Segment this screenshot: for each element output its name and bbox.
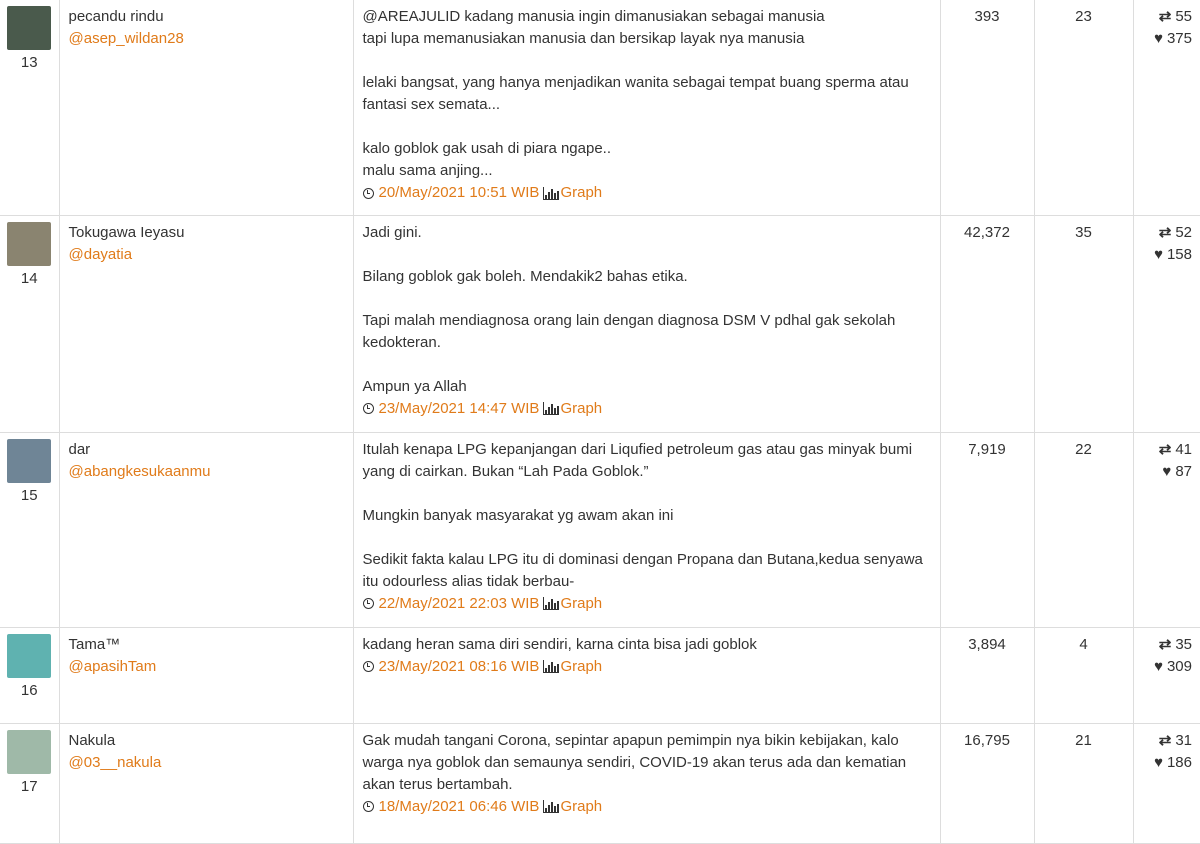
retweet-stat	[1134, 634, 1193, 656]
graph-link[interactable]: Graph	[560, 797, 603, 815]
graph-link[interactable]: Graph	[560, 399, 603, 417]
rank-number: 14	[20, 269, 38, 287]
followers-count: 42,372	[964, 223, 1010, 241]
heart-icon: ♥	[1154, 30, 1163, 47]
like-count: 186	[1166, 753, 1192, 771]
tweet-text: Jadi gini. Bilang goblok gak boleh. Mendakik2 bahas etika. Tapi malah mendiagnosa orang lain dengan diagnosa DSM V pdhal gak sekolah kedokteran. Ampun ya Allah	[362, 223, 896, 395]
user-cell	[59, 215, 353, 432]
bar-chart-icon	[543, 660, 559, 673]
retweet-stat	[1134, 222, 1193, 244]
like-count: 375	[1166, 30, 1192, 47]
avatar[interactable]	[7, 634, 51, 678]
heart-icon: ♥	[1154, 657, 1163, 675]
user-display-name: pecandu rindu	[68, 8, 164, 25]
tweet-text: Gak mudah tangani Corona, sepintar apapun pemimpin nya bikin kebijakan, kalo warga nya goblok dan semaunya sendiri, COVID-19 akan terus ada dan kematian akan terus bertambah.	[362, 731, 911, 793]
clock-icon	[363, 403, 374, 414]
rank-cell	[0, 432, 59, 627]
retweet-count: 35	[1175, 635, 1192, 653]
table-row	[0, 0, 1200, 215]
retweet-count: 31	[1175, 731, 1192, 749]
replies-cell	[1034, 723, 1133, 843]
clock-icon	[363, 661, 374, 672]
replies-count: 35	[1075, 223, 1092, 241]
followers-cell	[940, 215, 1034, 432]
replies-cell	[1034, 0, 1133, 215]
user-cell	[59, 0, 353, 215]
like-stat	[1134, 244, 1193, 266]
tweet-meta	[363, 656, 931, 678]
user-display-name: dar	[68, 440, 91, 458]
followers-count: 7,919	[968, 440, 1006, 458]
replies-count: 23	[1075, 8, 1092, 25]
followers-count: 393	[974, 8, 1000, 25]
followers-count: 16,795	[964, 731, 1010, 749]
user-display-name: Tama™	[68, 635, 121, 653]
retweet-count: 55	[1175, 8, 1192, 25]
like-count: 309	[1166, 657, 1192, 675]
followers-cell	[940, 723, 1034, 843]
like-count: 87	[1175, 462, 1192, 480]
graph-link[interactable]: Graph	[560, 657, 603, 675]
user-cell	[59, 432, 353, 627]
like-stat	[1134, 752, 1193, 774]
retweet-icon: ⇄	[1158, 223, 1172, 241]
tweet-date-link[interactable]: 23/May/2021 14:47 WIB	[378, 399, 540, 417]
tweet-text: @AREAJULID kadang manusia ingin dimanusiakan sebagai manusia tapi lupa memanusiakan manusia dan bersikap layak nya manusia lelaki bangsat, yang hanya menjadikan wanita sebagai tempat buang sperma atau fantasi sex semata... kalo goblok gak usah di piara ngape.. malu sama anjing...	[362, 8, 909, 179]
tweet-cell	[353, 215, 940, 432]
like-count: 158	[1166, 245, 1192, 263]
graph-link[interactable]: Graph	[560, 594, 603, 612]
tweet-cell	[353, 0, 940, 215]
tweet-meta	[363, 593, 931, 615]
tweet-cell	[353, 627, 940, 723]
retweet-icon: ⇄	[1158, 8, 1172, 25]
rank-number: 17	[20, 777, 38, 795]
tweet-cell	[353, 723, 940, 843]
tweet-meta	[363, 398, 931, 420]
tweet-meta	[363, 796, 931, 818]
avatar[interactable]	[7, 222, 51, 266]
tweet-date-link[interactable]: 18/May/2021 06:46 WIB	[378, 797, 540, 815]
rank-cell	[0, 215, 59, 432]
engagement-cell	[1133, 215, 1200, 432]
user-handle-link[interactable]: @asep_wildan28	[68, 30, 184, 47]
followers-count: 3,894	[968, 635, 1006, 653]
tweet-cell	[353, 432, 940, 627]
like-stat	[1134, 656, 1193, 678]
replies-cell	[1034, 627, 1133, 723]
engagement-cell	[1133, 723, 1200, 843]
rank-number: 13	[20, 54, 38, 71]
table-row	[0, 432, 1200, 627]
clock-icon	[363, 598, 374, 609]
rank-cell	[0, 723, 59, 843]
avatar[interactable]	[7, 439, 51, 483]
heart-icon: ♥	[1162, 462, 1172, 480]
graph-link[interactable]: Graph	[560, 184, 603, 201]
replies-count: 21	[1075, 731, 1092, 749]
clock-icon	[363, 801, 374, 812]
tweet-date-link[interactable]: 22/May/2021 22:03 WIB	[378, 594, 540, 612]
heart-icon: ♥	[1154, 245, 1163, 263]
user-handle-link[interactable]: @03__nakula	[68, 753, 162, 771]
engagement-cell	[1133, 432, 1200, 627]
tweet-text: kadang heran sama diri sendiri, karna cinta bisa jadi goblok	[362, 635, 757, 653]
rank-cell	[0, 0, 59, 215]
retweet-stat	[1134, 439, 1193, 461]
like-stat	[1134, 461, 1193, 483]
retweet-icon: ⇄	[1158, 635, 1172, 653]
table-row	[0, 723, 1200, 843]
engagement-cell	[1133, 0, 1200, 215]
followers-cell	[940, 0, 1034, 215]
replies-cell	[1034, 432, 1133, 627]
engagement-cell	[1133, 627, 1200, 723]
followers-cell	[940, 627, 1034, 723]
retweet-stat	[1134, 6, 1193, 28]
rank-cell	[0, 627, 59, 723]
heart-icon: ♥	[1154, 753, 1163, 771]
user-handle-link[interactable]: @dayatia	[68, 245, 133, 263]
retweet-icon: ⇄	[1158, 731, 1172, 749]
retweet-icon: ⇄	[1158, 440, 1172, 458]
user-display-name: Tokugawa Ieyasu	[68, 223, 185, 241]
replies-count: 4	[1079, 635, 1088, 653]
user-handle-link[interactable]: @abangkesukaanmu	[68, 462, 211, 480]
tweet-text: Itulah kenapa LPG kepanjangan dari Liqufied petroleum gas atau gas minyak bumi yang di cairkan. Bukan “Lah Pada Goblok.” Mungkin banyak masyarakat yg awam akan ini Sedikit fakta kalau LPG itu di dominasi dengan Propana dan Butana,kedua senyawa itu odourless alias tidak berbau-	[362, 440, 923, 590]
retweet-count: 41	[1175, 440, 1192, 458]
user-cell	[59, 723, 353, 843]
rank-number: 16	[20, 681, 38, 699]
replies-cell	[1034, 215, 1133, 432]
table-row	[0, 627, 1200, 723]
followers-cell	[940, 432, 1034, 627]
user-handle-link[interactable]: @apasihTam	[68, 657, 157, 675]
tweet-meta	[363, 182, 931, 204]
clock-icon	[363, 188, 374, 199]
retweet-stat	[1134, 730, 1193, 752]
retweet-count: 52	[1175, 223, 1192, 241]
bar-chart-icon	[543, 402, 559, 415]
rank-number: 15	[20, 486, 38, 504]
tweet-date-link[interactable]: 20/May/2021 10:51 WIB	[378, 184, 540, 201]
like-stat	[1134, 28, 1193, 50]
avatar[interactable]	[7, 730, 51, 774]
bar-chart-icon	[543, 800, 559, 813]
table-row	[0, 215, 1200, 432]
user-display-name: Nakula	[68, 731, 116, 749]
user-cell	[59, 627, 353, 723]
bar-chart-icon	[543, 597, 559, 610]
bar-chart-icon	[543, 187, 559, 200]
replies-count: 22	[1075, 440, 1092, 458]
tweet-date-link[interactable]: 23/May/2021 08:16 WIB	[378, 657, 540, 675]
avatar[interactable]	[7, 6, 51, 50]
